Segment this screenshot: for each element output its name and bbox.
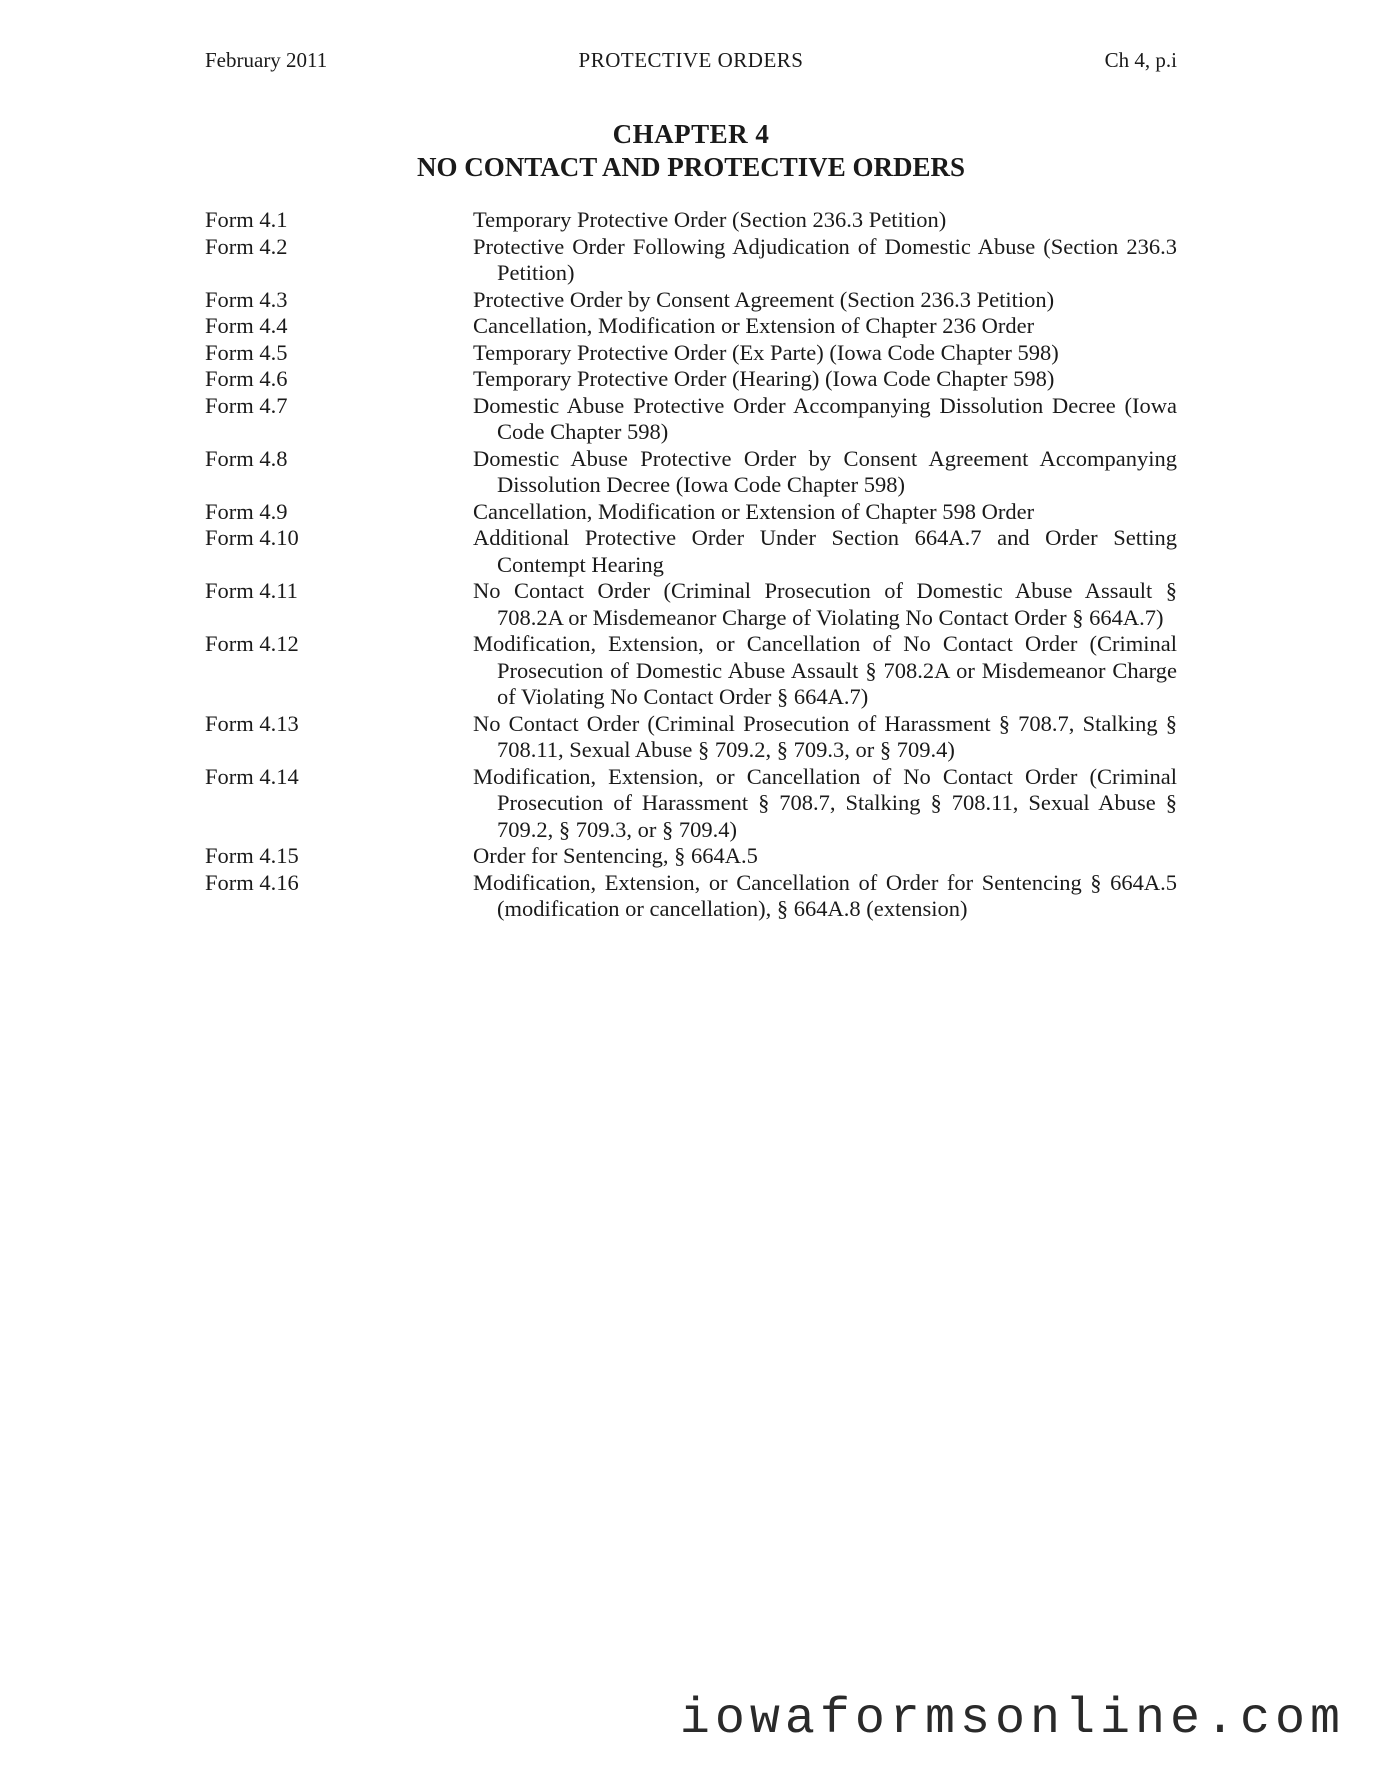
form-title: Protective Order Following Adjudication of Domestic Abuse (Section 236.3 Petition)	[473, 233, 1177, 285]
form-title: Additional Protective Order Under Section 664A.7 and Order Setting Contempt Hearing	[473, 525, 1177, 577]
form-number: Form 4.12	[205, 631, 299, 656]
form-number: Form 4.14	[205, 763, 299, 789]
form-list-item	[205, 499, 1177, 526]
form-list-item	[205, 631, 1177, 711]
form-title: No Contact Order (Criminal Prosecution of Domestic Abuse Assault § 708.2A or Misdemeanor Charge of Violating No Contact Order § 664A.7)	[473, 578, 1177, 630]
form-number: Form 4.15	[205, 843, 299, 868]
form-list-item	[205, 711, 1177, 764]
form-number: Form 4.4	[205, 313, 288, 338]
form-list-item	[205, 340, 1177, 367]
form-number: Form 4.5	[205, 339, 288, 365]
form-list-item	[205, 764, 1177, 844]
form-number: Form 4.11	[205, 578, 298, 603]
form-number: Form 4.2	[205, 233, 288, 259]
header-date: February 2011	[205, 48, 328, 72]
form-list-item	[205, 234, 1177, 287]
form-index-list	[205, 207, 1177, 923]
form-number: Form 4.1	[205, 207, 288, 232]
form-list-item	[205, 207, 1177, 234]
form-title: Cancellation, Modification or Extension of Chapter 598 Order	[473, 498, 1035, 524]
header-section-title: PROTECTIVE ORDERS	[578, 48, 804, 72]
form-number: Form 4.10	[205, 525, 299, 550]
form-title: Protective Order by Consent Agreement (Section 236.3 Petition)	[473, 286, 1055, 312]
form-title: Modification, Extension, or Cancellation of Order for Sentencing § 664A.5 (modification or cancellation), § 664A.8 (extension)	[473, 869, 1177, 921]
form-number: Form 4.7	[205, 392, 288, 418]
form-number: Form 4.6	[205, 366, 288, 391]
form-title: Modification, Extension, or Cancellation of No Contact Order (Criminal Prosecution of Domestic Abuse Assault § 708.2A or Misdemeanor Charge of Violating No Contact Order § 664A.7)	[473, 631, 1177, 709]
form-title: Temporary Protective Order (Hearing) (Iowa Code Chapter 598)	[473, 366, 1055, 391]
form-number: Form 4.9	[205, 498, 288, 524]
form-number: Form 4.13	[205, 710, 299, 736]
form-title: No Contact Order (Criminal Prosecution of Harassment § 708.7, Stalking § 708.11, Sexual Abuse § 709.2, § 709.3, or § 709.4)	[473, 710, 1177, 762]
form-title: Domestic Abuse Protective Order Accompanying Dissolution Decree (Iowa Code Chapter 598)	[473, 392, 1177, 444]
header-page-reference: Ch 4, p.i	[1104, 48, 1177, 72]
form-title: Cancellation, Modification or Extension of Chapter 236 Order	[473, 313, 1035, 338]
form-number: Form 4.16	[205, 869, 299, 895]
site-watermark: iowaformsonline.com	[679, 1691, 1345, 1748]
form-number: Form 4.3	[205, 286, 288, 312]
form-list-item	[205, 446, 1177, 499]
chapter-title: NO CONTACT AND PROTECTIVE ORDERS	[416, 152, 966, 182]
form-list-item	[205, 366, 1177, 393]
form-title: Temporary Protective Order (Section 236.3 Petition)	[473, 207, 947, 232]
form-list-item	[205, 578, 1177, 631]
running-header	[205, 46, 1177, 74]
form-title: Modification, Extension, or Cancellation of No Contact Order (Criminal Prosecution of Harassment § 708.7, Stalking § 708.11, Sexual Abuse § 709.2, § 709.3, or § 709.4)	[473, 763, 1177, 842]
form-title: Temporary Protective Order (Ex Parte) (Iowa Code Chapter 598)	[473, 339, 1059, 365]
form-title: Domestic Abuse Protective Order by Consent Agreement Accompanying Dissolution Decree (Iowa Code Chapter 598)	[473, 445, 1177, 497]
form-list-item	[205, 525, 1177, 578]
form-list-item	[205, 287, 1177, 314]
form-list-item	[205, 393, 1177, 446]
form-title: Order for Sentencing, § 664A.5	[473, 843, 758, 868]
form-list-item	[205, 313, 1177, 340]
form-list-item	[205, 843, 1177, 870]
chapter-heading	[205, 118, 1177, 184]
chapter-number: CHAPTER 4	[612, 119, 770, 149]
form-list-item	[205, 870, 1177, 923]
form-number: Form 4.8	[205, 445, 288, 471]
